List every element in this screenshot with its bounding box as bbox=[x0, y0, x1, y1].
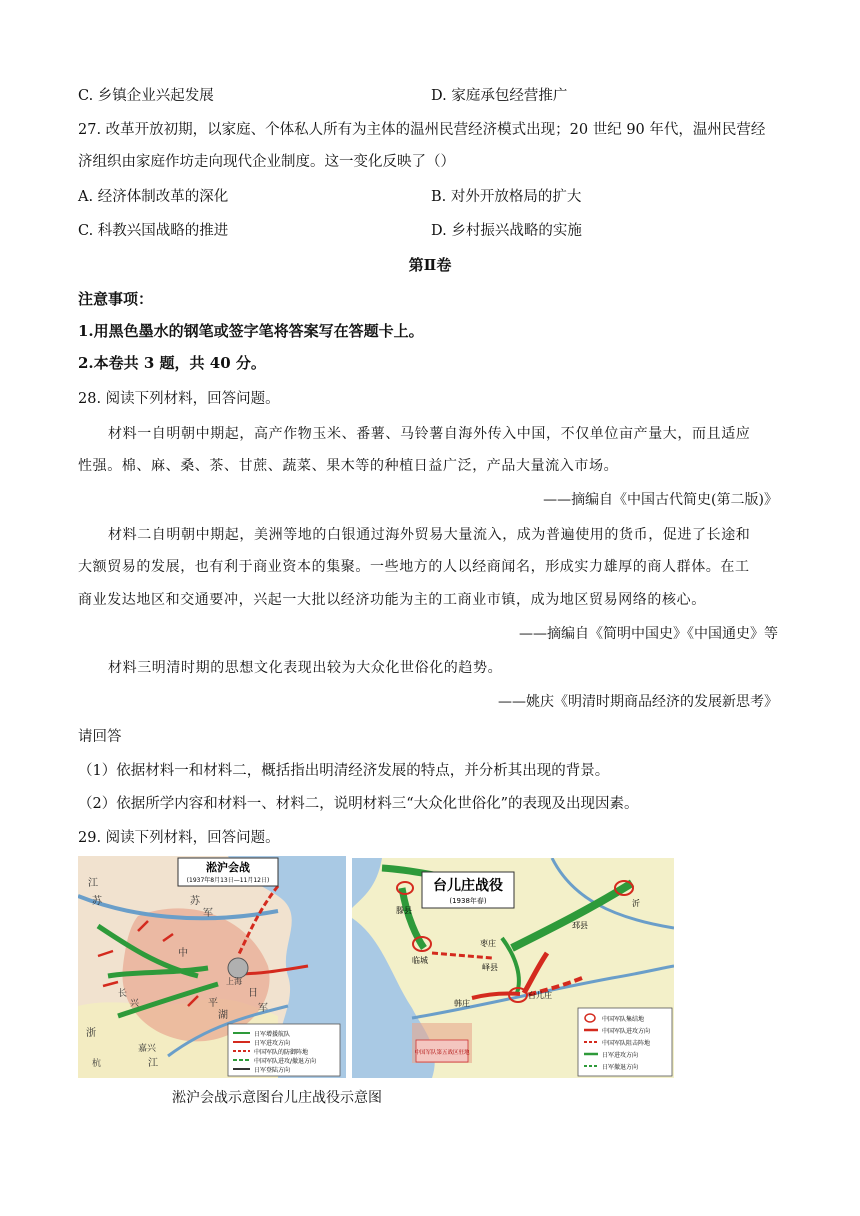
songhu-legend-3: 中国军队的防御阵地 bbox=[254, 1049, 309, 1056]
taierzhuang-legend-1: 中国军队集结地 bbox=[602, 1016, 645, 1023]
notice-heading: 注意事项： bbox=[78, 290, 154, 308]
songhu-battle-map bbox=[78, 856, 346, 1078]
songhu-label-zhong: 中 bbox=[178, 948, 188, 959]
songhu-label-ping: 平 bbox=[208, 998, 218, 1009]
songhu-legend-5: 日军登陆方向 bbox=[254, 1067, 291, 1074]
taierzhuang-legend-2: 中国军队进攻方向 bbox=[602, 1028, 651, 1035]
notice-item-2: 2.本卷共 3 题，共 40 分。 bbox=[78, 354, 266, 372]
songhu-label-jiang2: 江 bbox=[148, 1058, 158, 1069]
notice-item-1: 1.用黑色墨水的钢笔或签字笔将答案写在答题卡上。 bbox=[78, 322, 424, 340]
q27-option-d: D. 乡村振兴战略的实施 bbox=[431, 223, 582, 239]
q28-sub-question-2: （2）依据所学内容和材料一、材料二，说明材料三“大众化世俗化”的表现及出现因素。 bbox=[78, 796, 639, 812]
songhu-legend-4: 中国军队进攻/撤退方向 bbox=[254, 1058, 317, 1065]
q28-material2-line1: 材料二自明朝中期起，美洲等地的白银通过海外贸易大量流入，成为普遍使用的货币，促进了长途和 bbox=[108, 527, 751, 543]
taierzhuang-place-peixian: 邳县 bbox=[572, 921, 588, 930]
songhu-label-shanghai: 上海 bbox=[226, 977, 242, 986]
taierzhuang-place-taierzhuang: 台儿庄 bbox=[528, 991, 552, 1000]
songhu-label-chang: 长 bbox=[118, 989, 128, 999]
songhu-label-su2: 苏 bbox=[190, 896, 200, 907]
q28-material3-line1: 材料三明清时期的思想文化表现出较为大众化世俗化的趋势。 bbox=[108, 660, 503, 676]
songhu-label-jiaxing: 嘉兴 bbox=[138, 1044, 157, 1054]
taierzhuang-legend-5: 日军撤退方向 bbox=[602, 1064, 639, 1071]
songhu-map-title: 淞沪会战 bbox=[206, 861, 250, 874]
songhu-map-date: (1937年8月13日—11月12日) bbox=[186, 877, 270, 884]
taierzhuang-legend-4: 日军进攻方向 bbox=[602, 1052, 639, 1059]
taierzhuang-place-hanzhuang: 韩庄 bbox=[454, 999, 470, 1008]
q28-material1-source: ——摘编自《中国古代简史(第二版)》 bbox=[543, 492, 778, 508]
songhu-label-hang: 杭 bbox=[92, 1059, 102, 1069]
q28-material2-line3: 商业发达地区和交通要冲，兴起一大批以经济功能为主的工商业市镇，成为地区贸易网络的核心。 bbox=[78, 592, 706, 608]
q29-map-caption: 淞沪会战示意图台儿庄战役示意图 bbox=[172, 1090, 382, 1106]
songhu-label-hu: 湖 bbox=[218, 1010, 228, 1021]
taierzhuang-map-date: (1938年春) bbox=[449, 897, 487, 905]
q27-stem-line2: 济组织由家庭作坊走向现代企业制度。这一变化反映了（） bbox=[78, 154, 455, 170]
q29-stem: 29. 阅读下列材料，回答问题。 bbox=[78, 830, 280, 846]
taierzhuang-battle-map bbox=[352, 858, 674, 1078]
taierzhuang-place-yi: 沂 bbox=[632, 899, 640, 908]
q28-material1-line1: 材料一自明朝中期起，高产作物玉米、番薯、马铃薯自海外传入中国，不仅单位亩产量大，而且适应 bbox=[108, 426, 751, 442]
songhu-label-jiang: 江 bbox=[88, 878, 98, 889]
songhu-label-ri: 日 bbox=[248, 988, 258, 999]
taierzhuang-map-title: 台儿庄战役 bbox=[433, 878, 503, 894]
songhu-label-xing: 兴 bbox=[130, 999, 140, 1009]
q28-sub-question-1: （1）依据材料一和材料二，概括指出明清经济发展的特点，并分析其出现的背景。 bbox=[78, 763, 610, 779]
q28-stem: 28. 阅读下列材料，回答问题。 bbox=[78, 391, 280, 407]
q28-ask: 请回答 bbox=[78, 729, 122, 745]
q28-material2-source: ——摘编自《简明中国史》《中国通史》等 bbox=[519, 626, 778, 642]
q28-material3-source: ——姚庆《明清时期商品经济的发展新思考》 bbox=[498, 694, 778, 710]
taierzhuang-place-tengxian: 滕县 bbox=[396, 906, 412, 915]
q28-material2-line2: 大额贸易的发展，也有利于商业资本的集聚。一些地方的人以经商闻名，形成实力雄厚的商人群体。在工 bbox=[78, 559, 750, 575]
taierzhuang-box-label: 中国军队第五战区驻地 bbox=[414, 1050, 470, 1056]
taierzhuang-place-zaozhuang: 枣庄 bbox=[480, 939, 496, 948]
q27-stem-line1: 27. 改革开放初期，以家庭、个体私人所有为主体的温州民营经济模式出现；20 世纪 90 年代，温州民营经 bbox=[78, 122, 766, 138]
songhu-label-su: 苏 bbox=[92, 896, 102, 907]
songhu-label-jun: 军 bbox=[258, 1003, 268, 1014]
q28-material1-line2: 性强。棉、麻、桑、茶、甘蔗、蔬菜、果木等的种植日益广泛，产品大量流入市场。 bbox=[78, 458, 619, 474]
q26-option-c: C. 乡镇企业兴起发展 bbox=[78, 88, 214, 104]
songhu-label-zhe: 浙 bbox=[86, 1028, 96, 1039]
section-title: 第Ⅱ卷 bbox=[408, 256, 452, 274]
songhu-legend-2: 日军进攻方向 bbox=[254, 1040, 291, 1047]
q26-option-d: D. 家庭承包经营推广 bbox=[431, 88, 568, 104]
songhu-legend-1: 日军增援航队 bbox=[254, 1031, 291, 1038]
q27-option-c: C. 科教兴国战略的推进 bbox=[78, 223, 229, 239]
songhu-label-jun2: 军 bbox=[203, 908, 213, 919]
taierzhuang-legend-3: 中国军队阻击阵地 bbox=[602, 1040, 651, 1047]
taierzhuang-place-lincheng: 临城 bbox=[412, 956, 428, 965]
taierzhuang-place-yixian: 峄县 bbox=[482, 963, 498, 972]
q27-option-a: A. 经济体制改革的深化 bbox=[78, 189, 229, 205]
q27-option-b: B. 对外开放格局的扩大 bbox=[431, 189, 582, 205]
